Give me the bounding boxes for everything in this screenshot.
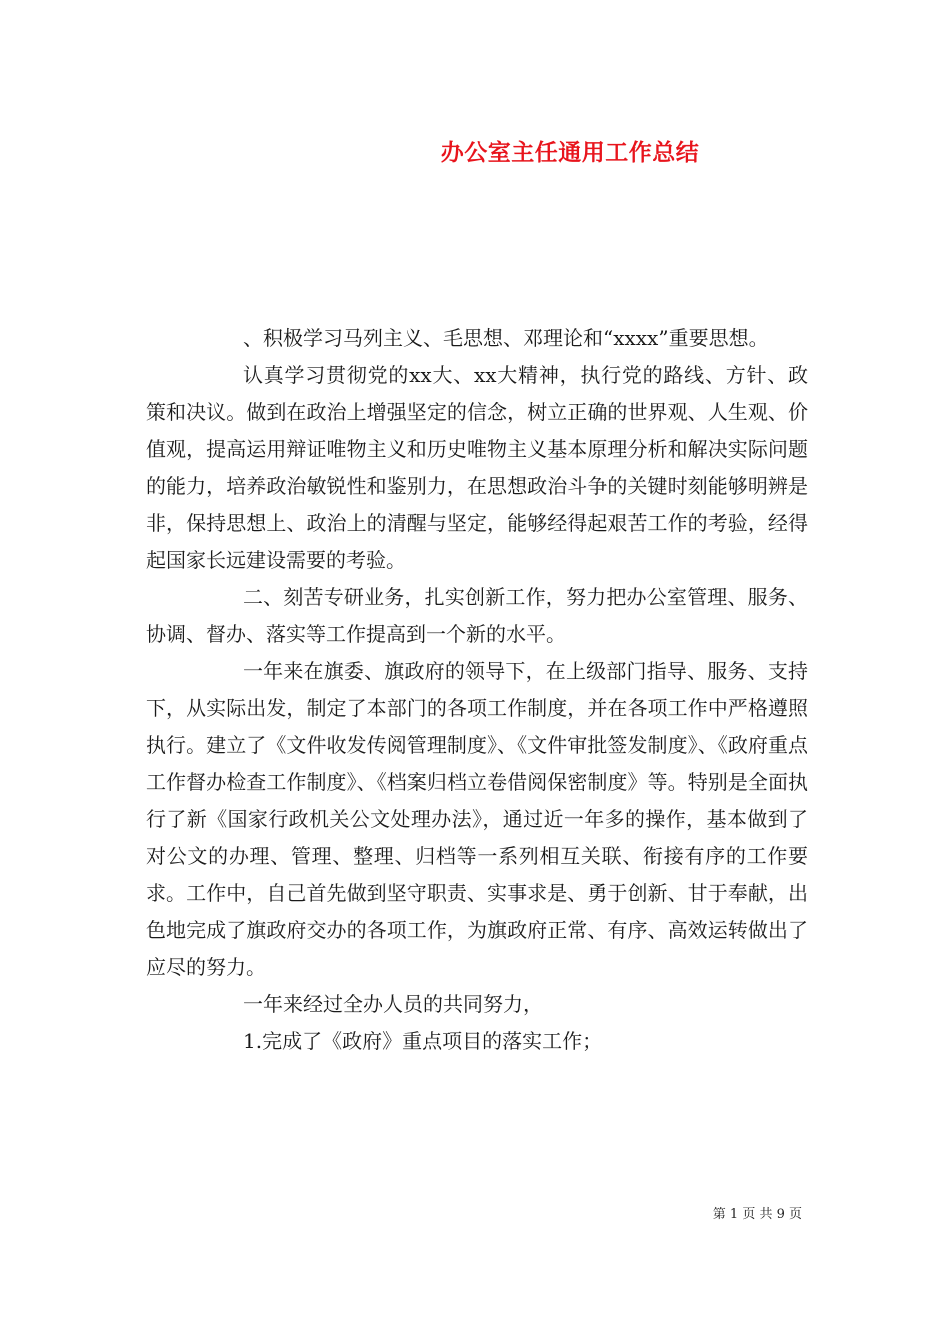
paragraph-6: 1.完成了《政府》重点项目的落实工作； — [243, 1029, 603, 1053]
page-number-footer: 第 1 页 共 9 页 — [712, 1207, 802, 1222]
paragraph-3: 二、刻苦专研业务，扎实创新工作，努力把办公室管理、服务、协调、督办、落实等工作提高到一个新的水平。 — [146, 585, 808, 646]
document-body — [146, 320, 808, 1060]
paragraph-1: 、积极学习马列主义、毛思想、邓理论和“xxxx”重要思想。 — [243, 326, 769, 350]
paragraph-2: 认真学习贯彻党的xx大、xx大精神，执行党的路线、方针、政策和决议。做到在政治上增强坚定的信念，树立正确的世界观、人生观、价值观，提高运用辩证唯物主义和历史唯物主义基本原理分析和解决实际问题的能力，培养政治敏锐性和鉴别力，在思想政治斗争的关键时刻能够明辨是非，保持思想上、政治上的清醒与坚定，能够经得起艰苦工作的考验，经得起国家长远建设需要的考验。 — [146, 363, 808, 572]
paragraph-4: 一年来在旗委、旗政府的领导下，在上级部门指导、服务、支持下，从实际出发，制定了本部门的各项工作制度，并在各项工作中严格遵照执行。建立了《文件收发传阅管理制度》、《文件审批签发制度》、《政府重点工作督办检查工作制度》、《档案归档立卷借阅保密制度》等。特别是全面执行了新《国家行政机关公文处理办法》，通过近一年多的操作，基本做到了对公文的办理、管理、整理、归档等一系列相互关联、衔接有序的工作要求。工作中，自己首先做到坚守职责、实事求是、勇于创新、甘于奉献，出色地完成了旗政府交办的各项工作，为旗政府正常、有序、高效运转做出了应尽的努力。 — [146, 659, 808, 979]
document-title: 办公室主任通用工作总结 — [440, 140, 700, 166]
paragraph-5: 一年来经过全办人员的共同努力， — [243, 992, 543, 1016]
